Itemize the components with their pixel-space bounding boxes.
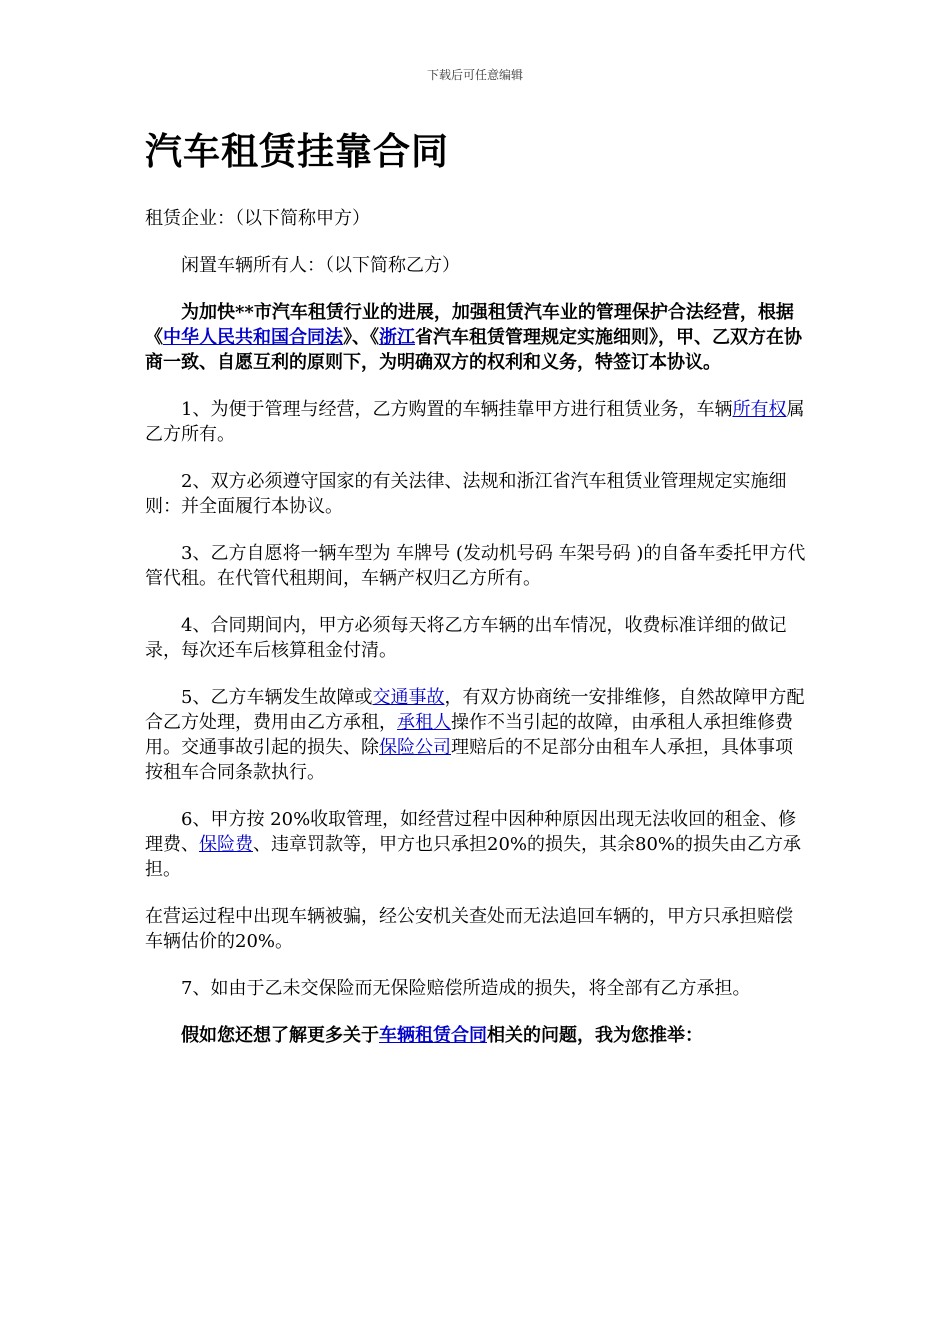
clause-5-text-3: 操作不当引起的故障，由承租人承担维修费用。交通事故引起的损失、除 bbox=[145, 712, 793, 758]
clause-1-text-2: 属乙方所有。 bbox=[145, 399, 805, 445]
clause-6-supplement: 在营运过程中出现车辆被骗，经公安机关查处而无法追回车辆的，甲方只承担赔偿车辆估价的20%。 bbox=[145, 906, 793, 952]
ownership-link[interactable]: 所有权 bbox=[732, 399, 787, 420]
intro-text-2: 》、《 bbox=[343, 327, 379, 348]
clause-5-text-4: 理赔后的不足部分由租车人承担，具体事项按租车合同条款执行。 bbox=[145, 737, 793, 783]
insurance-fee-link[interactable]: 保险费 bbox=[199, 834, 253, 855]
clause-6-text-1: 6、甲方按 20%收取管理，如经营过程中因种种原因出现无法收回的租金、修理费、 bbox=[145, 809, 797, 855]
clause-1-text-1: 1、为便于管理与经营，乙方购置的车辆挂靠甲方进行租赁业务，车辆 bbox=[181, 399, 733, 420]
clause-5-text-1: 5、乙方车辆发生故障或 bbox=[181, 687, 373, 708]
clause-5 bbox=[145, 685, 807, 785]
intro-text-1: 为加快**市汽车租赁行业的进展，加强租赁汽车业的管理保护合法经营，根据《 bbox=[145, 302, 794, 348]
clause-6 bbox=[145, 807, 807, 882]
clause-6-text-2: 、违章罚款等，甲方也只承担20%的损失，其余80%的损失由乙方承担。 bbox=[145, 834, 802, 880]
page-header-note: 下载后可任意编辑 bbox=[426, 68, 523, 82]
recommend-text-2: 相关的问题，我为您推举： bbox=[487, 1025, 703, 1046]
clause-7: 7、如由于乙未交保险而无保险赔偿所造成的损失，将全部有乙方承担。 bbox=[181, 978, 751, 999]
clause-5-text-2: ，有双方协商统一安排维修，自然故障甲方配合乙方处理，费用由乙方承租， bbox=[145, 687, 805, 733]
clause-1 bbox=[145, 397, 807, 447]
clause-2: 2、双方必须遵守国家的有关法律、法规和浙江省汽车租赁业管理规定实施细则：并全面履行本协议。 bbox=[145, 471, 787, 517]
clause-3: 3、乙方自愿将一辆车型为 车牌号 (发动机号码 车架号码 )的自备车委托甲方代管代租。在代管代租期间，车辆产权归乙方所有。 bbox=[145, 543, 806, 589]
intro-paragraph bbox=[145, 300, 807, 375]
vehicle-lease-contract-link[interactable]: 车辆租赁合同 bbox=[379, 1025, 487, 1046]
zhejiang-link[interactable]: 浙江 bbox=[379, 327, 415, 348]
recommend-text-1: 假如您还想了解更多关于 bbox=[181, 1025, 379, 1046]
contract-law-link[interactable]: 中华人民共和国合同法 bbox=[163, 327, 343, 348]
clause-4: 4、合同期间内，甲方必须每天将乙方车辆的出车情况，收费标准详细的做记录，每次还车后核算租金付清。 bbox=[145, 615, 787, 661]
insurance-company-link[interactable]: 保险公司 bbox=[379, 737, 451, 758]
recommend-line bbox=[145, 1023, 807, 1048]
document-body bbox=[145, 118, 807, 1048]
lessee-link[interactable]: 承租人 bbox=[397, 712, 451, 733]
party-b-line: 闲置车辆所有人：（以下简称乙方） bbox=[181, 255, 460, 276]
traffic-accident-link[interactable]: 交通事故 bbox=[372, 687, 445, 708]
document-title: 汽车租赁挂靠合同 bbox=[145, 129, 449, 173]
intro-text-3: 省汽车租赁管理规定实施细则》，甲、乙双方在协商一致、自愿互利的原则下，为明确双方的权利和义务，特签订本协议。 bbox=[145, 327, 802, 373]
party-a-line: 租赁企业：（以下简称甲方） bbox=[145, 208, 370, 229]
